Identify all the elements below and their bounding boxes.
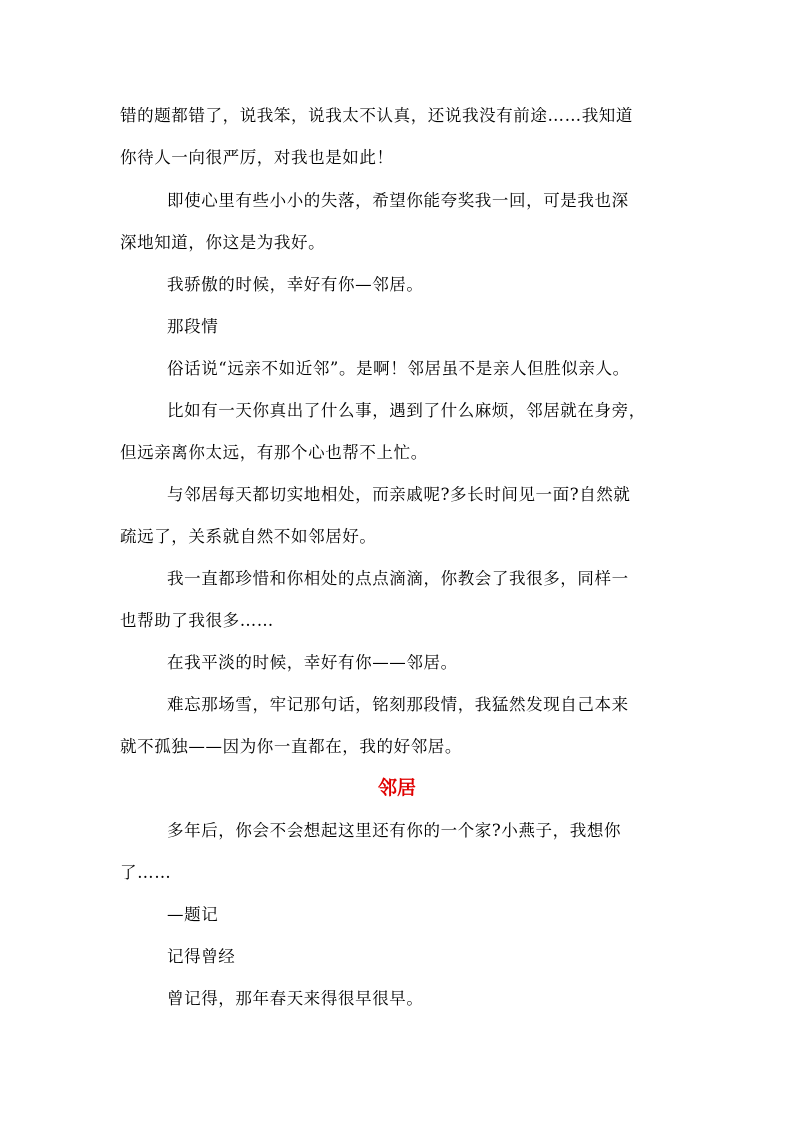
- epigraph-attribution: —题记: [167, 905, 219, 924]
- paragraph-line: 但远亲离你太远，有那个心也帮不上忙。: [120, 443, 428, 462]
- paragraph-line: 疏远了，关系就自然不如邻居好。: [120, 527, 377, 546]
- paragraph-line: 俗话说“远亲不如近邻”。是啊！邻居虽不是亲人但胜似亲人。: [167, 359, 630, 378]
- paragraph-line: 在我平淡的时候，幸好有你——邻居。: [167, 653, 458, 672]
- paragraph-line: 曾记得，那年春天来得很早很早。: [167, 989, 424, 1008]
- paragraph-line: 比如有一天你真出了什么事，遇到了什么麻烦，邻居就在身旁，: [167, 401, 646, 420]
- paragraph-line: 就不孤独——因为你一直都在，我的好邻居。: [120, 737, 462, 756]
- paragraph-line: 也帮助了我很多……: [120, 611, 274, 630]
- section-heading: 邻居: [377, 777, 416, 799]
- paragraph-line: 即使心里有些小小的失落，希望你能夸奖我一回，可是我也深: [167, 191, 629, 210]
- paragraph-line: 深地知道，你这是为我好。: [120, 233, 326, 252]
- section-subtitle: 记得曾经: [167, 947, 236, 966]
- paragraph-line: 我骄傲的时候，幸好有你—邻居。: [167, 275, 424, 294]
- section-subtitle: 那段情: [167, 317, 219, 336]
- paragraph-line: 与邻居每天都切实地相处，而亲戚呢?多长时间见一面?自然就: [167, 485, 631, 504]
- paragraph-line: 我一直都珍惜和你相处的点点滴滴，你教会了我很多，同样一: [167, 569, 629, 588]
- paragraph-line: 难忘那场雪，牢记那句话，铭刻那段情，我猛然发现自己本来: [167, 695, 629, 714]
- paragraph-line: 了……: [120, 863, 172, 882]
- paragraph-line: 你待人一向很严厉，对我也是如此！: [120, 148, 394, 167]
- paragraph-line: 错的题都错了，说我笨，说我太不认真，还说我没有前途……我知道: [120, 106, 633, 125]
- paragraph-line: 多年后，你会不会想起这里还有你的一个家?小燕子，我想你: [167, 821, 622, 840]
